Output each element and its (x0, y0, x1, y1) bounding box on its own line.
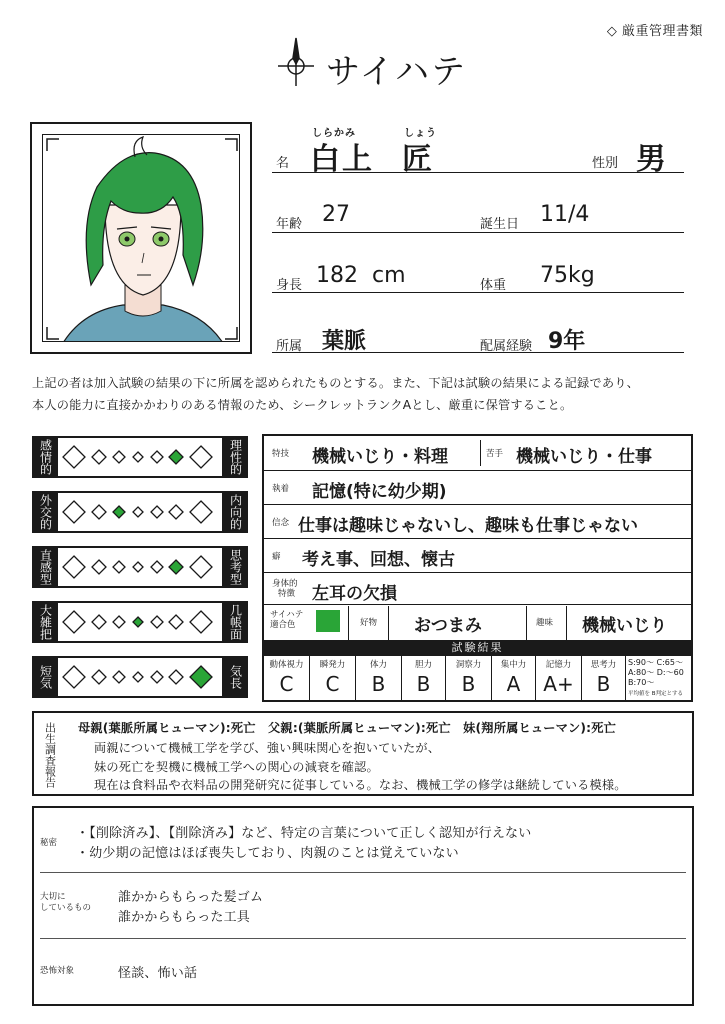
likes-value: おつまみ (414, 616, 482, 636)
trait-right-label: 内向的 (222, 491, 248, 533)
trait-marker (151, 671, 163, 683)
birth-report-label: 出生調査報告 (43, 721, 57, 788)
row-divider (264, 470, 691, 471)
treasure-label-line: 大切に (40, 892, 66, 902)
result-name: 集中力 (500, 660, 527, 670)
result-name: 思考力 (590, 660, 617, 670)
trait-marker (151, 561, 163, 573)
row-divider (272, 232, 684, 233)
trait-left-label: 短気 (32, 656, 58, 698)
trait-marker (169, 670, 183, 684)
cell-divider (348, 606, 349, 640)
trait-left-label: 感情的 (32, 436, 58, 478)
row-divider (272, 172, 684, 173)
result-cell (264, 656, 310, 702)
trait-marker (190, 446, 212, 468)
trait-marker (133, 507, 143, 517)
hobby-value: 機械いじり (582, 616, 667, 636)
row-divider (272, 352, 684, 353)
intro-line-1: 上記の者は加入試験の結果の下に所属を認められたものとする。また、下記は試験の結果による記録であり、 (32, 376, 639, 390)
treasure-line-1: 誰かからもらった髪ゴム (118, 890, 264, 905)
treasure-line-2: 誰かからもらった工具 (118, 910, 251, 925)
belief-value: 仕事は趣味じゃないし、趣味も仕事じゃない (298, 516, 638, 536)
secret-line-1: ・【削除済み】、【削除済み】など、特定の言葉について正しく認知が行えない (76, 826, 532, 841)
trait-scale (58, 436, 222, 478)
experience-label: 配属経験 (480, 339, 533, 354)
fear-value: 怪談、怖い話 (118, 966, 198, 981)
row-divider (264, 504, 691, 505)
result-cell (492, 656, 536, 702)
habit-label: 癖 (272, 552, 281, 562)
result-cell (356, 656, 402, 702)
color-label (270, 610, 303, 630)
height-label: 身長 (276, 278, 303, 293)
trait-marker (113, 451, 125, 463)
row-divider (272, 292, 684, 293)
birth-line-1: 母親(葉脈所属ヒューマン):死亡 父親:(葉脈所属ヒューマン):死亡 妹(翔所属ヒューマン):死亡 (78, 721, 617, 735)
trait-marker-selected (133, 617, 143, 627)
result-name: 瞬発力 (319, 660, 346, 670)
result-grade: B (596, 672, 611, 696)
trait-scale (58, 546, 222, 588)
row-divider (264, 538, 691, 539)
result-cell (536, 656, 582, 702)
cell-divider (566, 606, 567, 640)
trait-marker-selected (113, 506, 125, 518)
trait-row (32, 491, 248, 533)
fear-label: 恐怖対象 (40, 966, 75, 976)
name-family: 白上 (310, 142, 374, 177)
secrets-box (32, 806, 694, 1006)
treasure-label-line: しているもの (40, 903, 92, 913)
trait-scale (58, 656, 222, 698)
cell-divider (526, 606, 527, 640)
trait-marker-selected (190, 666, 212, 688)
trait-scale (58, 491, 222, 533)
attachment-label: 執着 (272, 484, 290, 494)
weight-value: 75kg (540, 263, 595, 288)
result-name: 洞察力 (455, 660, 482, 670)
birth-line-3: 妹の死亡を契機に機械工学への関心の減衰を確認。 (94, 760, 379, 774)
birth-report-box (32, 711, 694, 796)
result-grade: B (461, 672, 476, 696)
row-divider (40, 872, 686, 873)
result-grade: A+ (543, 672, 574, 696)
trait-left-label: 外交的 (32, 491, 58, 533)
trait-right-label: 理性的 (222, 436, 248, 478)
grade-legend (628, 658, 694, 688)
trait-marker (190, 556, 212, 578)
attachment-value: 記憶(特に幼少期) (312, 482, 447, 502)
trait-marker (63, 446, 85, 468)
row-divider (264, 604, 691, 605)
result-grade: A (506, 672, 521, 696)
trait-left-label: 直感型 (32, 546, 58, 588)
intro-line-2: 本人の能力に直接かかわりのある情報のため、シークレットランクAとし、厳重に保管すること。 (32, 398, 573, 412)
gender-label: 性別 (592, 156, 619, 171)
result-grade: B (371, 672, 386, 696)
trait-scale (58, 601, 222, 643)
name-label: 名 (276, 156, 290, 171)
logo-text: サイハテ (326, 52, 467, 92)
result-cell (446, 656, 492, 702)
birth-line-2: 両親について機械工学を学び、強い興味関心を抱いていたが、 (94, 741, 441, 755)
confidential-label: ◇ 厳重管理書類 (606, 24, 703, 39)
trait-row (32, 656, 248, 698)
trait-marker (133, 562, 143, 572)
affiliation-label: 所属 (276, 339, 303, 354)
trait-marker (63, 666, 85, 688)
physical-label (272, 579, 298, 599)
trait-marker (151, 506, 163, 518)
trait-marker (190, 501, 212, 523)
info-table (262, 434, 693, 702)
trait-marker (92, 450, 106, 464)
affiliation-value: 葉脈 (322, 329, 367, 354)
treasure-label (40, 892, 91, 914)
result-grade: B (416, 672, 431, 696)
trait-row (32, 436, 248, 478)
belief-label: 信念 (272, 518, 290, 528)
weak-label: 苦手 (486, 449, 504, 459)
birth-line-4: 現在は食料品や衣料品の開発研究に従事している。なお、機械工学の修学は継続している模様。 (94, 778, 627, 792)
height-value: 182 cm (316, 263, 406, 288)
cell-divider (480, 440, 481, 466)
result-grade: C (279, 672, 294, 696)
legend-note: 平均値を B判定とする (628, 691, 684, 697)
birthday-value: 11/4 (540, 202, 590, 227)
compatible-color-swatch (316, 610, 340, 632)
age-label: 年齢 (276, 217, 303, 232)
likes-label: 好物 (360, 618, 378, 628)
trait-marker (190, 611, 212, 633)
birthday-label: 誕生日 (480, 217, 520, 232)
trait-left-label: 大雑把 (32, 601, 58, 643)
trait-row (32, 601, 248, 643)
age-value: 27 (322, 202, 350, 227)
trait-marker-selected (169, 560, 183, 574)
trait-right-label: 気長 (222, 656, 248, 698)
weight-label: 体重 (480, 278, 507, 293)
legend-line: B:70〜 (628, 678, 655, 687)
secret-label: 秘密 (40, 838, 58, 848)
result-cell (402, 656, 446, 702)
result-cell (582, 656, 626, 702)
trait-marker-selected (169, 450, 183, 464)
trait-marker (151, 616, 163, 628)
color-label-line: 適合色 (270, 620, 296, 630)
gender-value: 男 (636, 142, 666, 177)
trait-marker (133, 672, 143, 682)
hobby-label: 趣味 (536, 618, 554, 628)
intro-paragraph (32, 372, 702, 416)
legend-line: A:80〜 D:〜60 (628, 668, 684, 677)
trait-marker (63, 556, 85, 578)
physical-label-line: 身体的 (272, 579, 298, 589)
portrait-frame (30, 122, 252, 354)
trait-marker (92, 670, 106, 684)
name-ruby-family: しらかみ (312, 128, 356, 139)
trait-marker (113, 561, 125, 573)
color-label-line: サイハテ (270, 610, 304, 620)
trait-marker (113, 671, 125, 683)
name-given: 匠 (402, 142, 432, 177)
trait-marker (63, 611, 85, 633)
trait-marker (151, 451, 163, 463)
habit-value: 考え事、回想、懐古 (302, 550, 455, 570)
result-name: 体力 (369, 660, 387, 670)
name-ruby-given: しょう (404, 128, 437, 139)
trait-marker (169, 615, 183, 629)
trait-marker (113, 616, 125, 628)
row-divider (40, 938, 686, 939)
secret-line-2: ・幼少期の記憶はほぼ喪失しており、肉親のことは覚えていない (76, 846, 459, 861)
trait-marker (63, 501, 85, 523)
trait-marker (92, 560, 106, 574)
skill-value: 機械いじり・料理 (312, 447, 448, 467)
trait-marker (92, 615, 106, 629)
portrait-image (42, 134, 240, 342)
results-title: 試験結果 (264, 640, 691, 656)
legend-line: S:90〜 C:65〜 (628, 658, 683, 667)
result-name: 動体視力 (269, 660, 304, 670)
trait-row (32, 546, 248, 588)
weak-value: 機械いじり・仕事 (516, 447, 652, 467)
trait-right-label: 思考型 (222, 546, 248, 588)
result-name: 胆力 (414, 660, 432, 670)
cell-divider (388, 606, 389, 640)
physical-value: 左耳の欠損 (312, 584, 397, 604)
skill-label: 特技 (272, 449, 290, 459)
trait-marker (169, 505, 183, 519)
physical-label-line: 特徴 (278, 589, 296, 599)
trait-right-label: 几帳面 (222, 601, 248, 643)
row-divider (264, 572, 691, 573)
trait-marker (133, 452, 143, 462)
result-name: 記憶力 (545, 660, 572, 670)
result-cell (310, 656, 356, 702)
trait-marker (92, 505, 106, 519)
experience-value: 9年 (548, 329, 586, 354)
result-grade: C (325, 672, 340, 696)
